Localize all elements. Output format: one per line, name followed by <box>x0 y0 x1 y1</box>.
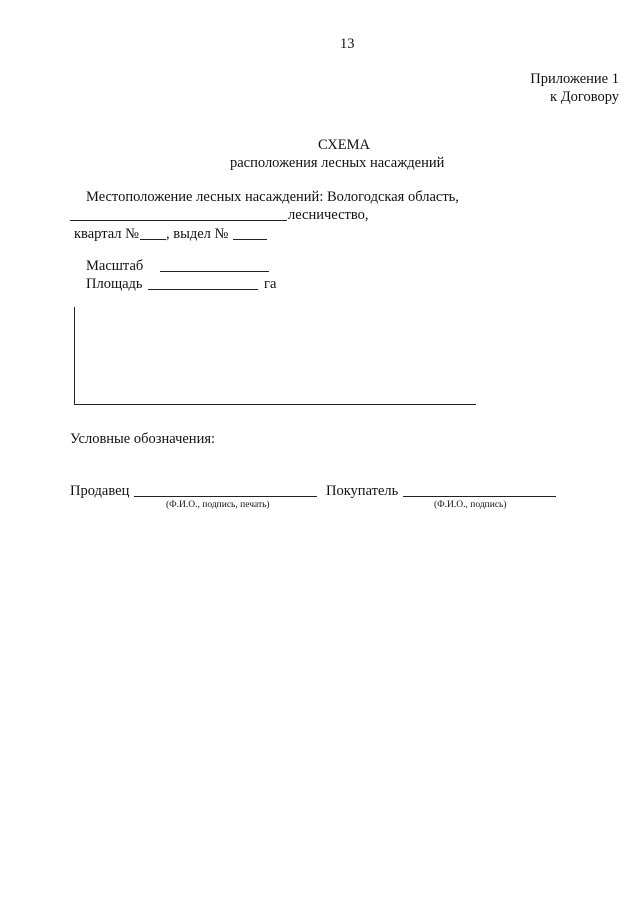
quarter-label: квартал № <box>74 226 139 242</box>
schema-bottom-border <box>74 404 476 405</box>
seller-signature-field[interactable] <box>134 496 317 497</box>
schema-drawing-area[interactable] <box>74 307 476 405</box>
buyer-signature-hint: (Ф.И.О., подпись) <box>434 500 507 510</box>
seller-label: Продавец <box>70 483 130 499</box>
section-label: , выдел № <box>166 226 229 242</box>
forestry-name-field[interactable] <box>70 220 287 221</box>
appendix-label: Приложение 1 <box>530 71 619 87</box>
section-number-field[interactable] <box>233 239 267 240</box>
area-unit: га <box>264 276 277 292</box>
scale-field[interactable] <box>160 271 269 272</box>
schema-left-border <box>74 307 75 405</box>
appendix-contract: к Договору <box>550 89 619 105</box>
scale-label: Масштаб <box>86 258 144 274</box>
legend-label: Условные обозначения: <box>70 431 216 447</box>
forestry-label: лесничество, <box>288 207 369 223</box>
buyer-label: Покупатель <box>326 483 399 499</box>
document-title: СХЕМА <box>318 137 370 153</box>
location-label: Местоположение лесных насаждений: Вологодская область, <box>86 189 459 205</box>
seller-signature-hint: (Ф.И.О., подпись, печать) <box>166 500 270 510</box>
quarter-number-field[interactable] <box>140 239 166 240</box>
buyer-signature-field[interactable] <box>403 496 556 497</box>
document-subtitle: расположения лесных насаждений <box>230 155 445 171</box>
page-number: 13 <box>340 36 355 52</box>
area-field[interactable] <box>148 289 258 290</box>
area-label: Площадь <box>86 276 143 292</box>
